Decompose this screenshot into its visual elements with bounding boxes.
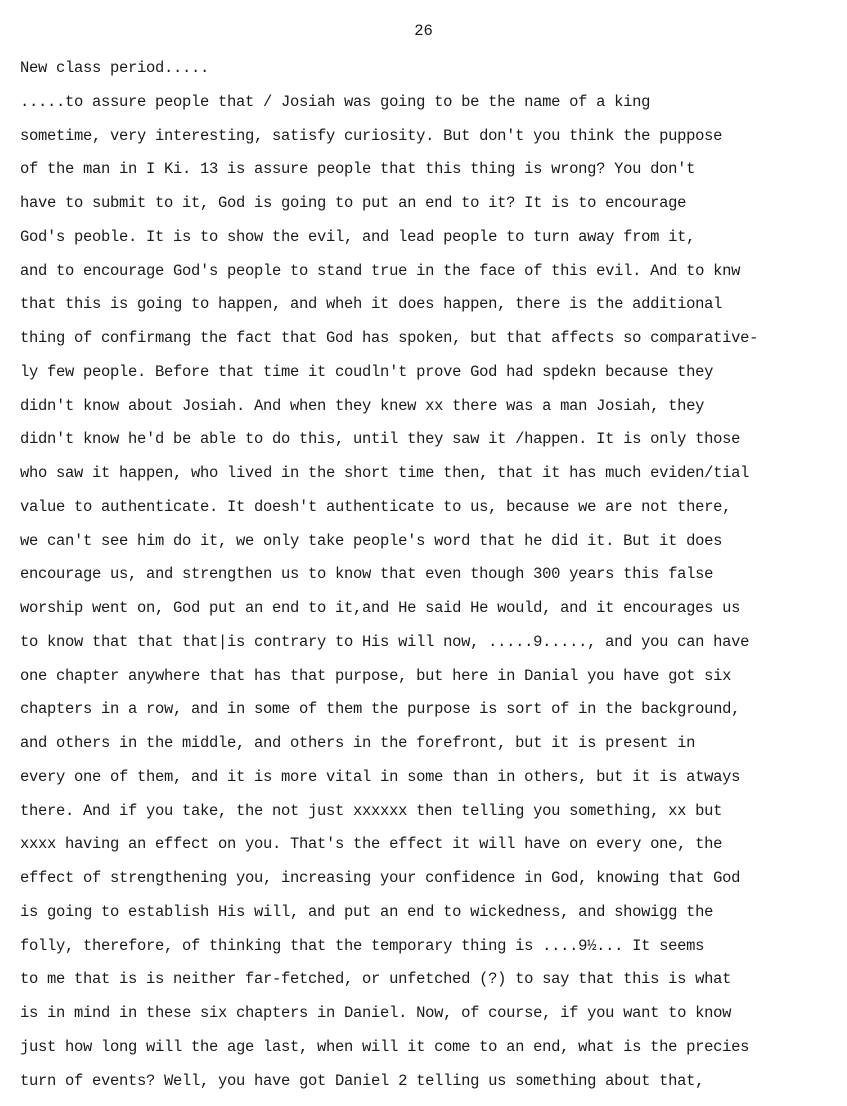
text-line: didn't know about Josiah. And when they knew xx there was a man Josiah, they — [20, 396, 705, 415]
text-line: .....to assure people that / Josiah was going to be the name of a king — [20, 92, 651, 111]
text-line: we can't see him do it, we only take people's word that he did it. But it does — [20, 531, 723, 550]
text-line: chapters in a row, and in some of them the purpose is sort of in the background, — [20, 700, 741, 719]
transcript-text — [20, 57, 840, 1103]
text-line: effect of strengthening you, increasing your confidence in God, knowing that God — [20, 869, 741, 887]
text-line: of the man in I Ki. 13 is assure people that this thing is wrong? You don't — [20, 160, 696, 179]
text-line: that this is going to happen, and wheh it does happen, there is the additional — [20, 295, 723, 314]
text-line: folly, therefore, of thinking that the temporary thing is ....9½... It seems — [20, 936, 705, 955]
text-line: encourage us, and strengthen us to know that even though 300 years this false — [20, 565, 714, 584]
text-line: just how long will the age last, when will it come to an end, what is the precies — [20, 1037, 750, 1056]
text-line: is going to establish His will, and put an end to wickedness, and showigg the — [20, 902, 714, 921]
text-line: turn of events? Well, you have got Daniel 2 telling us something about that, — [20, 1071, 705, 1090]
text-line: xxxx having an effect on you. That's the effect it will have on every one, the — [20, 835, 723, 854]
text-line: didn't know he'd be able to do this, until they saw it /happen. It is only those — [20, 430, 741, 449]
text-line: is in mind in these six chapters in Daniel. Now, of course, if you want to know — [20, 1004, 732, 1022]
text-line: who saw it happen, who lived in the short time then, that it has much eviden/tial — [20, 464, 750, 482]
text-line: thing of confirmang the fact that God has spoken, but that affects so comparative- — [20, 329, 759, 347]
text-line: and others in the middle, and others in the forefront, but it is present in — [20, 734, 696, 752]
text-line: to me that is is neither far-fetched, or unfetched (?) to say that this is what — [20, 970, 732, 989]
text-line: there. And if you take, the not just xxxxxx then telling you something, xx but — [20, 801, 723, 820]
page-number: 26 — [414, 22, 433, 40]
text-line: ly few people. Before that time it coudln't prove God had spdekn because they — [20, 362, 714, 381]
text-line: one chapter anywhere that has that purpose, but here in Danial you have got six — [20, 666, 732, 685]
text-line: every one of them, and it is more vital in some than in others, but it is atways — [20, 767, 741, 786]
text-line: to know that that that|is contrary to His will now, .....9....., and you can have — [20, 632, 750, 651]
text-line: sometime, very interesting, satisfy curiosity. But don't you think the puppose — [20, 126, 723, 145]
text-line: God's peoble. It is to show the evil, and lead people to turn away from it, — [20, 227, 696, 246]
text-line: have to submit to it, God is going to put an end to it? It is to encourage — [20, 194, 687, 212]
text-line: New class period..... — [20, 59, 210, 77]
text-line: worship went on, God put an end to it,and He said He would, and it encourages us — [20, 599, 741, 617]
text-line: value to authenticate. It doesh't authenticate to us, because we are not there, — [20, 497, 732, 516]
text-line: and to encourage God's people to stand true in the face of this evil. And to knw — [20, 261, 741, 280]
